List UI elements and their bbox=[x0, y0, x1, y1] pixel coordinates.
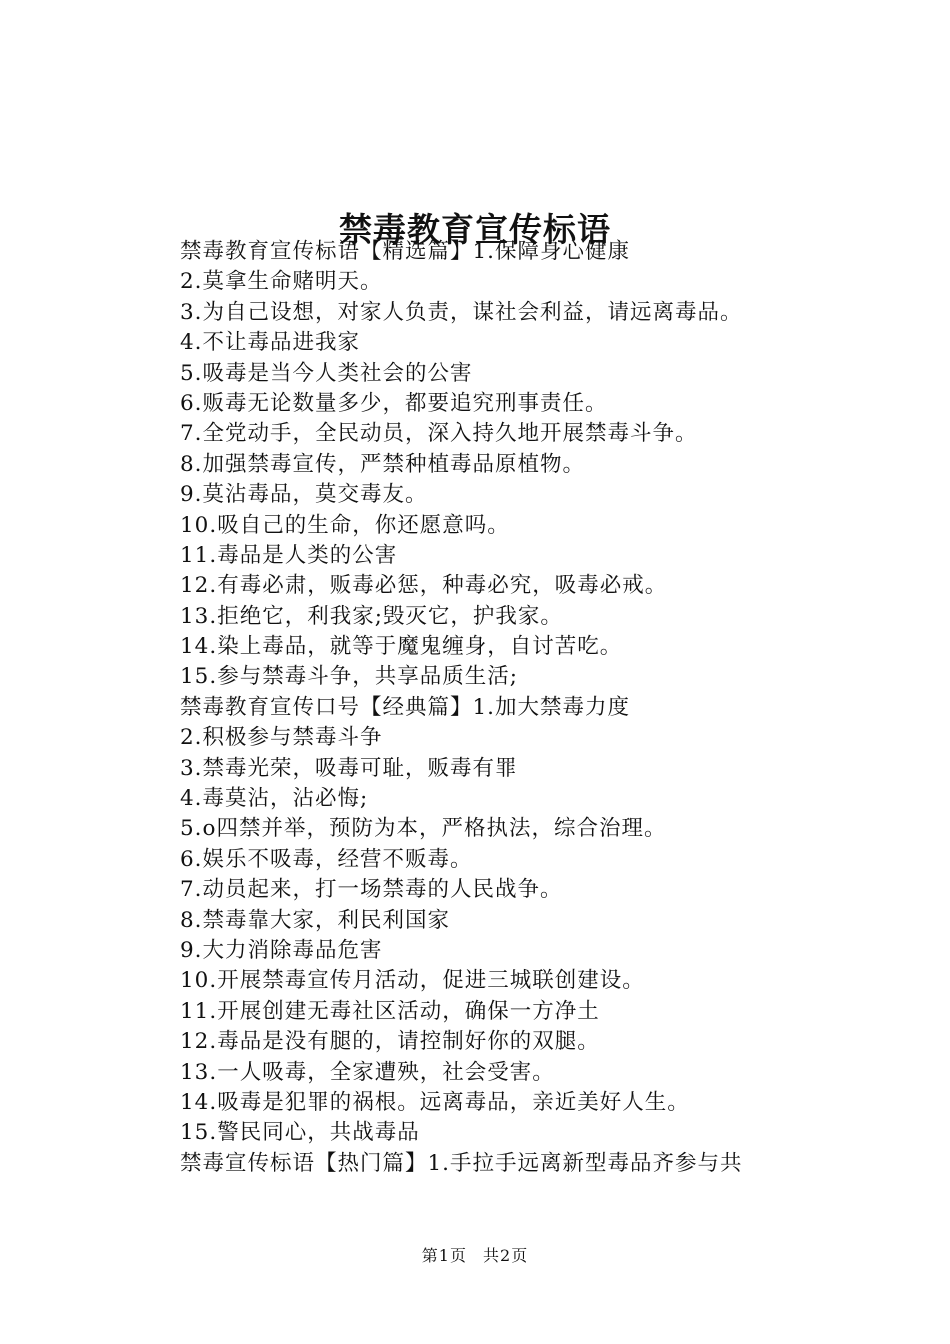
body-line: 3.禁毒光荣，吸毒可耻，贩毒有罪 bbox=[180, 755, 518, 781]
body-line: 2.积极参与禁毒斗争 bbox=[180, 725, 383, 751]
body-line: 禁毒宣传标语【热门篇】1.手拉手远离新型毒品齐参与共 bbox=[180, 1150, 743, 1176]
body-line: 5.o四禁并举，预防为本，严格执法，综合治理。 bbox=[180, 816, 667, 842]
body-line: 禁毒教育宣传口号【经典篇】1.加大禁毒力度 bbox=[180, 694, 631, 720]
page-footer bbox=[0, 1244, 950, 1268]
body-line: 3.为自己设想，对家人负责，谋社会利益，请远离毒品。 bbox=[180, 299, 743, 325]
page-total: 共2页 bbox=[483, 1246, 529, 1265]
body-line: 14.染上毒品，就等于魔鬼缠身，自讨苦吃。 bbox=[180, 634, 623, 660]
body-line: 13.一人吸毒，全家遭殃，社会受害。 bbox=[180, 1059, 555, 1085]
body-line: 11.开展创建无毒社区活动，确保一方净土 bbox=[180, 998, 600, 1024]
body-line: 9.莫沾毒品，莫交毒友。 bbox=[180, 482, 428, 508]
body-line: 5.吸毒是当今人类社会的公害 bbox=[180, 360, 473, 386]
body-line: 4.不让毒品进我家 bbox=[180, 330, 361, 356]
body-line: 6.贩毒无论数量多少，都要追究刑事责任。 bbox=[180, 390, 608, 416]
body-line: 8.加强禁毒宣传，严禁种植毒品原植物。 bbox=[180, 451, 586, 477]
body-line: 2.莫拿生命赌明天。 bbox=[180, 269, 383, 295]
body-line: 15.参与禁毒斗争，共享品质生活; bbox=[180, 664, 518, 690]
body-line: 9.大力消除毒品危害 bbox=[180, 937, 383, 963]
body-line: 4.毒莫沾，沾必悔; bbox=[180, 786, 369, 812]
body-line: 10.吸自己的生命，你还愿意吗。 bbox=[180, 512, 510, 538]
body-line: 6.娱乐不吸毒，经营不贩毒。 bbox=[180, 846, 473, 872]
body-line: 12.毒品是没有腿的，请控制好你的双腿。 bbox=[180, 1029, 600, 1055]
body-line: 禁毒教育宣传标语【精选篇】1.保障身心健康 bbox=[180, 239, 631, 264]
body-line: 11.毒品是人类的公害 bbox=[180, 542, 398, 568]
body-line: 8.禁毒靠大家，利民利国家 bbox=[180, 907, 451, 933]
page-number: 第1页 bbox=[421, 1246, 467, 1265]
body-line: 15.警民同心，共战毒品 bbox=[180, 1120, 420, 1146]
body-line: 14.吸毒是犯罪的祸根。远离毒品，亲近美好人生。 bbox=[180, 1089, 690, 1115]
document-title: 禁毒教育宣传标语 bbox=[339, 210, 611, 250]
body-line: 7.动员起来，打一场禁毒的人民战争。 bbox=[180, 877, 563, 903]
body-line: 10.开展禁毒宣传月活动，促进三城联创建设。 bbox=[180, 968, 645, 994]
body-line: 12.有毒必肃，贩毒必惩，种毒必究，吸毒必戒。 bbox=[180, 573, 668, 599]
body-line: 7.全党动手，全民动员，深入持久地开展禁毒斗争。 bbox=[180, 421, 698, 447]
body-line: 13.拒绝它，利我家;毁灭它，护我家。 bbox=[180, 603, 563, 629]
document-body bbox=[180, 237, 880, 1179]
